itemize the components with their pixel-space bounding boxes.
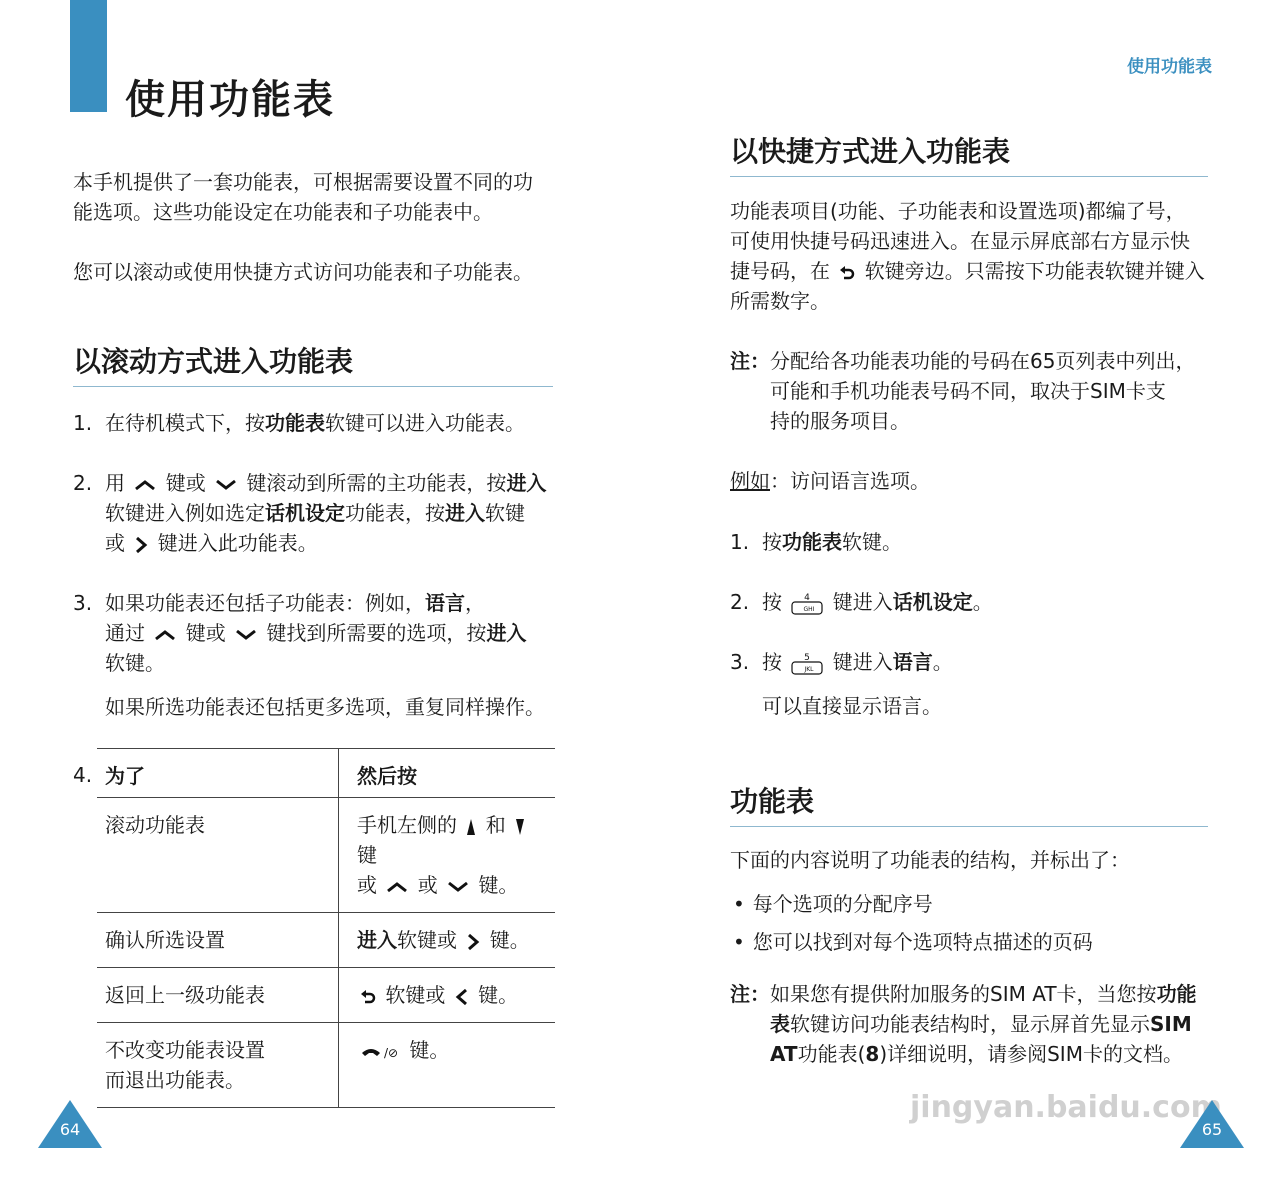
- step-1: 1. 在待机模式下，按功能表软键可以进入功能表。: [73, 411, 525, 435]
- table-header-row: 为了 然后按: [97, 749, 555, 798]
- step-3-note: 如果所选功能表还包括更多选项，重复同样操作。: [105, 695, 545, 719]
- table-row: 确认所选设置 进入软键或 键。: [97, 913, 555, 968]
- page-number-left: 64: [38, 1100, 102, 1148]
- key-5-icon: [791, 652, 823, 676]
- table-row: 返回上一级功能表 软键或 键。: [97, 968, 555, 1023]
- section-heading-menu: 功能表: [730, 780, 1208, 827]
- shortcut-step-3: 3. 按 5 JKL 键进入语言。 可以直接显示语言。: [730, 647, 1210, 721]
- down-key-icon: [447, 881, 469, 893]
- shortcut-step-1: 1. 按功能表软键。: [730, 530, 902, 554]
- shortcut-step-2: 2. 按 4 GHI 键进入话机设定。: [730, 590, 993, 614]
- left-key-icon: [455, 988, 469, 1006]
- page-number-right: 65: [1180, 1100, 1244, 1148]
- intro-paragraph: 本手机提供了一套功能表，可根据需要设置不同的功能选项。这些功能设定在功能表和子功能表中。: [73, 170, 533, 224]
- key-5-letters: JKL: [804, 665, 814, 673]
- side-up-key-icon: [466, 818, 476, 836]
- side-down-key-icon: [515, 818, 525, 836]
- up-key-icon: [134, 479, 156, 491]
- step-2: 2. 用 键或 键滚动到所需的主功能表，按进入 软键进入例如选定话机设定功能表，按进入软键 或 键进入此功能表。: [73, 471, 547, 555]
- example-line: 例如：访问语言选项。: [730, 469, 930, 493]
- note-1: 注：分配给各功能表功能的号码在65页列表中列出， 可能和手机功能表号码不同，取决于SIM卡支 持的服务项目。: [730, 349, 1196, 433]
- up-key-icon: [386, 881, 408, 893]
- svg-text:/⊘: /⊘: [384, 1045, 399, 1060]
- up-key-icon: [154, 629, 176, 641]
- down-key-icon: [215, 479, 237, 491]
- step-4-number: 4.: [73, 763, 93, 787]
- key-4-icon: [791, 592, 823, 616]
- function-table: [97, 748, 555, 1108]
- note-2: 注：如果您有提供附加服务的SIM AT卡，当您按功能 表软键访问功能表结构时，显示屏首先显示SIM AT功能表(8)详细说明，请参阅SIM卡的文档。: [730, 982, 1197, 1066]
- back-key-icon: [360, 989, 376, 1005]
- menu-intro: 下面的内容说明了功能表的结构，并标出了：: [730, 848, 1130, 872]
- end-power-key-icon: [360, 1044, 400, 1060]
- key-5-digit: 5: [804, 652, 811, 663]
- right-key-icon: [134, 536, 148, 554]
- page-title: 使用功能表: [125, 77, 335, 123]
- running-head: 使用功能表: [1127, 57, 1212, 77]
- step-3: 3. 如果功能表还包括子功能表：例如，语言， 通过 键或 键找到所需要的选项，按进入 软键。 如果所选功能表还包括更多选项，重复同样操作。: [73, 588, 553, 722]
- intro-paragraph-2: 您可以滚动或使用快捷方式访问功能表和子功能表。: [73, 260, 533, 284]
- watermark: jingyan.baidu.com: [910, 1090, 1222, 1125]
- right-key-icon: [466, 933, 480, 951]
- key-4-letters: GHI: [803, 605, 815, 613]
- shortcut-step-3-note: 可以直接显示语言。: [762, 694, 942, 718]
- section-heading-scroll: 以滚动方式进入功能表: [73, 340, 553, 387]
- section-heading-shortcut: 以快捷方式进入功能表: [730, 130, 1208, 177]
- down-key-icon: [235, 629, 257, 641]
- table-row: 不改变功能表设置 而退出功能表。 /⊘ 键。: [97, 1023, 555, 1108]
- key-4-digit: 4: [804, 592, 811, 603]
- shortcut-paragraph: 功能表项目(功能、子功能表和设置选项)都编了号， 可使用快捷号码迅速进入。在显示屏底部右方显示快 捷号码，在 软键旁边。只需按下功能表软键并键入 所需数字。: [730, 199, 1205, 313]
- back-key-icon: [839, 265, 855, 281]
- accent-bar: [70, 0, 107, 112]
- bullet-item: • 您可以找到对每个选项特点描述的页码: [733, 927, 1093, 957]
- table-row: 滚动功能表 手机左侧的 和 键 或 或 键。: [97, 798, 555, 913]
- bullet-item: • 每个选项的分配序号: [733, 889, 933, 919]
